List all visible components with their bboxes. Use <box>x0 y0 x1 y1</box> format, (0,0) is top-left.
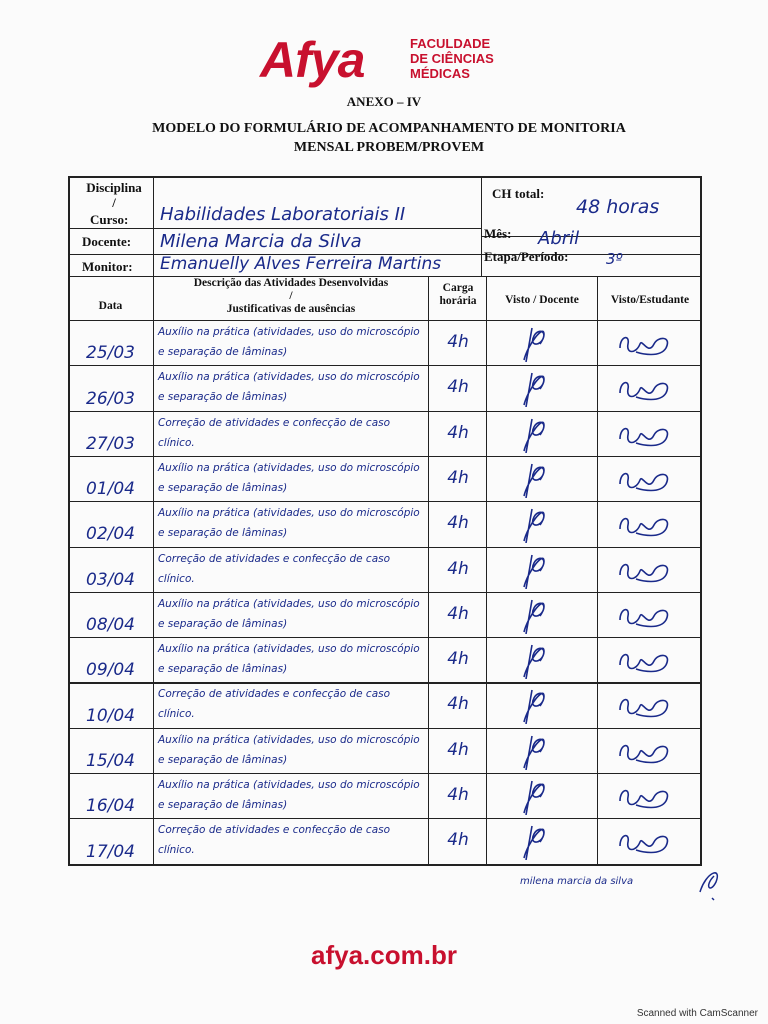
logo-sub-line: DE CIÊNCIAS <box>410 51 494 66</box>
student-signature-icon <box>614 511 676 541</box>
slash-separator: / <box>112 195 116 210</box>
row-hours: 4h <box>447 785 469 805</box>
student-signature-icon <box>614 647 676 677</box>
row-date: 09/04 <box>86 660 135 681</box>
etapa-value: 3º <box>606 250 623 268</box>
table-row <box>68 818 702 863</box>
teacher-signature-icon <box>510 503 560 543</box>
logo-subtitle <box>410 36 494 81</box>
row-description: Auxílio na prática (atividades, uso do microscópio e separação de lâminas) <box>158 597 420 630</box>
table-row <box>68 773 702 818</box>
col-visto-estudante-header: Visto/Estudante <box>610 294 690 306</box>
student-signature-icon <box>614 375 676 405</box>
row-description: Correção de atividades e confecção de caso clínico. <box>158 416 391 449</box>
row-hours: 4h <box>447 603 469 624</box>
docente-value: Milena Marcia da Silva <box>160 231 362 252</box>
row-description: Auxílio na prática (atividades, uso do microscópio e separação de lâminas) <box>158 326 420 358</box>
row-date: 02/04 <box>86 524 135 545</box>
table-row <box>68 682 702 727</box>
table-row <box>68 365 702 410</box>
table-row <box>68 501 702 546</box>
col-desc-line: Descrição das Atividades Desenvolvidas <box>193 277 389 289</box>
teacher-signature-icon <box>510 367 560 407</box>
row-description: Auxílio na prática (atividades, uso do microscópio e separação de lâminas) <box>158 643 420 676</box>
row-hours: 4h <box>447 513 469 534</box>
monitoring-form <box>68 176 702 866</box>
row-description: Correção de atividades e confecção de caso clínico. <box>158 824 391 857</box>
teacher-signature-icon <box>510 549 560 589</box>
col-desc-header <box>156 277 426 316</box>
teacher-signature-icon <box>510 820 560 860</box>
mes-label: Mês: <box>484 226 512 241</box>
row-date: 03/04 <box>86 569 135 590</box>
row-description: Auxílio na prática (atividades, uso do microscópio e separação de lâminas) <box>158 779 420 811</box>
student-signature-icon <box>614 330 676 360</box>
col-desc-line: / <box>289 290 293 302</box>
logo-word: Afya <box>260 32 365 88</box>
row-description: Correção de atividades e confecção de caso clínico. <box>158 552 391 585</box>
row-hours: 4h <box>447 830 469 851</box>
ch-total-label: CH total: <box>492 186 545 201</box>
table-row <box>68 592 702 637</box>
row-hours: 4h <box>447 422 469 443</box>
teacher-signature-icon <box>510 413 560 453</box>
table-row <box>68 411 702 456</box>
row-date: 15/04 <box>86 750 135 771</box>
form-title-line: MODELO DO FORMULÁRIO DE ACOMPANHAMENTO DE MONITORIA <box>152 121 626 136</box>
row-date: 16/04 <box>86 796 135 817</box>
annex-label: ANEXO – IV <box>346 94 422 109</box>
row-description: Auxílio na prática (atividades, uso do microscópio e separação de lâminas) <box>158 507 420 540</box>
teacher-signature-icon <box>510 322 560 362</box>
table-row <box>68 456 702 501</box>
row-date: 01/04 <box>86 479 135 500</box>
row-date: 10/04 <box>86 705 135 726</box>
row-hours: 4h <box>447 467 469 488</box>
teacher-signature-icon <box>510 458 560 498</box>
row-date: 27/03 <box>86 433 135 454</box>
row-description: Correção de atividades e confecção de caso clínico. <box>158 688 391 721</box>
table-row <box>68 637 702 682</box>
teacher-signature-icon <box>510 684 560 724</box>
row-date: 26/03 <box>86 388 135 409</box>
monitor-value: Emanuelly Alves Ferreira Martins <box>160 254 442 274</box>
form-title <box>100 119 678 157</box>
ch-total-value: 48 horas <box>576 196 660 218</box>
afya-logo <box>260 30 530 90</box>
logo-sub-line: FACULDADE <box>410 36 491 51</box>
row-hours: 4h <box>447 739 469 760</box>
teacher-signature-icon <box>510 730 560 770</box>
col-desc-line: Justificativas de ausências <box>226 303 356 315</box>
col-visto-docente-header: Visto / Docente <box>505 294 579 306</box>
student-signature-icon <box>614 421 676 451</box>
col-data-header: Data <box>98 300 123 312</box>
student-signature-icon <box>614 557 676 587</box>
curso-value: Habilidades Laboratoriais II <box>160 204 406 225</box>
etapa-label: Etapa/Período: <box>484 249 569 264</box>
row-hours: 4h <box>447 649 469 670</box>
student-signature-icon <box>614 602 676 632</box>
teacher-signature-icon <box>510 639 560 679</box>
col-carga-line: Carga <box>442 282 474 294</box>
form-title-line: MENSAL PROBEM/PROVEM <box>293 140 485 155</box>
monitor-label: Monitor: <box>82 259 133 274</box>
docente-label: Docente: <box>82 234 132 249</box>
teacher-signature-name: milena marcia da silva <box>520 876 634 887</box>
teacher-signature-icon <box>510 775 560 815</box>
table-row <box>68 728 702 773</box>
website-footer: afya.com.br <box>311 940 457 970</box>
row-description: Auxílio na prática (atividades, uso do microscópio e separação de lâminas) <box>158 371 420 404</box>
row-date: 25/03 <box>86 343 135 364</box>
student-signature-icon <box>614 828 676 858</box>
student-signature-icon <box>614 692 676 722</box>
row-description: Auxílio na prática (atividades, uso do microscópio e separação de lâminas) <box>158 461 420 494</box>
curso-label: Curso: <box>90 212 129 227</box>
disciplina-label: Disciplina <box>86 180 142 195</box>
teacher-signature-mark <box>696 862 730 902</box>
row-date: 08/04 <box>86 615 135 636</box>
mes-value: Abril <box>538 228 580 249</box>
table-row <box>68 547 702 592</box>
col-carga-header <box>430 282 486 308</box>
teacher-signature-icon <box>510 594 560 634</box>
row-hours: 4h <box>447 332 469 352</box>
scanner-watermark: Scanned with CamScanner <box>636 1008 758 1019</box>
col-carga-line: horária <box>439 295 477 307</box>
row-hours: 4h <box>447 377 469 398</box>
table-row <box>68 320 702 365</box>
row-hours: 4h <box>447 558 469 579</box>
row-description: Auxílio na prática (atividades, uso do microscópio e separação de lâminas) <box>158 733 420 766</box>
row-hours: 4h <box>447 694 469 715</box>
logo-sub-line: MÉDICAS <box>410 66 470 81</box>
student-signature-icon <box>614 738 676 768</box>
student-signature-icon <box>614 466 676 496</box>
row-date: 17/04 <box>86 841 135 862</box>
student-signature-icon <box>614 783 676 813</box>
